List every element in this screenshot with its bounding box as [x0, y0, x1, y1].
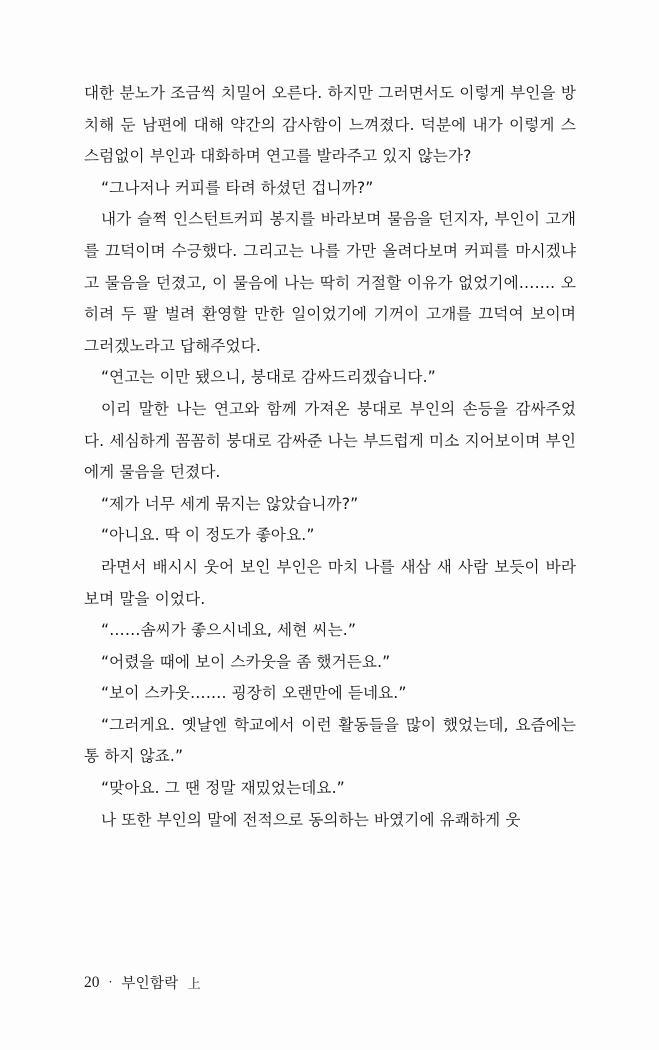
page-text-body: [84, 78, 576, 836]
page-footer: [84, 972, 201, 993]
paragraph: “연고는 이만 됐으니, 붕대로 감싸드리겠습니다.”: [101, 368, 436, 387]
paragraph: “……솜씨가 좋으시네요, 세현 씨는.”: [101, 621, 356, 640]
paragraph: “아니요. 딱 이 정도가 좋아요.”: [101, 526, 315, 545]
paragraph: 나 또한 부인의 말에 전적으로 동의하는 바였기에 유쾌하게 웃: [101, 810, 521, 829]
paragraph: “제가 너무 세게 묶지는 않았습니까?”: [101, 494, 359, 513]
paragraph: “보이 스카웃……. 굉장히 오랜만에 듣네요.”: [101, 684, 407, 703]
paragraph: 내가 슬쩍 인스턴트커피 봉지를 바라보며 물음을 던지자, 부인이 고개를 끄덕이며 수긍했다. 그리고는 나를 가만 올려다보며 커피를 마시겠냐고 물음을 던졌고, 이 물음에 나는 딱히 거절할 이유가 없었기에……. 오히려 두 팔 벌려 환영할 만한 일이었기에 기꺼이 고개를 끄덕여 보이며 그러겠노라고 답해주었다.: [84, 210, 576, 355]
volume-label: 上: [187, 977, 201, 992]
paragraph: 라면서 배시시 웃어 보인 부인은 마치 나를 새삼 새 사람 보듯이 바라보며 말을 이었다.: [84, 557, 576, 608]
paragraph: “그러게요. 옛날엔 학교에서 이런 활동들을 많이 했었는데, 요즘에는 통 하지 않죠.”: [84, 715, 576, 766]
page-number: 20: [84, 973, 100, 991]
paragraph: 이리 말한 나는 연고와 함께 가져온 붕대로 부인의 손등을 감싸주었다. 세심하게 꼼꼼히 붕대로 감싸준 나는 부드럽게 미소 지어보이며 부인에게 물음을 던졌다.: [84, 399, 576, 482]
footer-separator: ·: [108, 974, 113, 989]
paragraph: “어렸을 때에 보이 스카웃을 좀 했거든요.”: [101, 652, 391, 671]
paragraph: “맞아요. 그 땐 정말 재밌었는데요.”: [101, 779, 345, 798]
book-title: 부인함락: [121, 976, 179, 992]
paragraph: “그나저나 커피를 타려 하셨던 겁니까?”: [101, 178, 374, 197]
paragraph: 대한 분노가 조금씩 치밀어 오른다. 하지만 그러면서도 이렇게 부인을 방치해 둔 남편에 대해 약간의 감사함이 느껴졌다. 덕분에 내가 이렇게 스스럼없이 부인과 대화하며 연고를 발라주고 있지 않는가?: [84, 84, 576, 166]
